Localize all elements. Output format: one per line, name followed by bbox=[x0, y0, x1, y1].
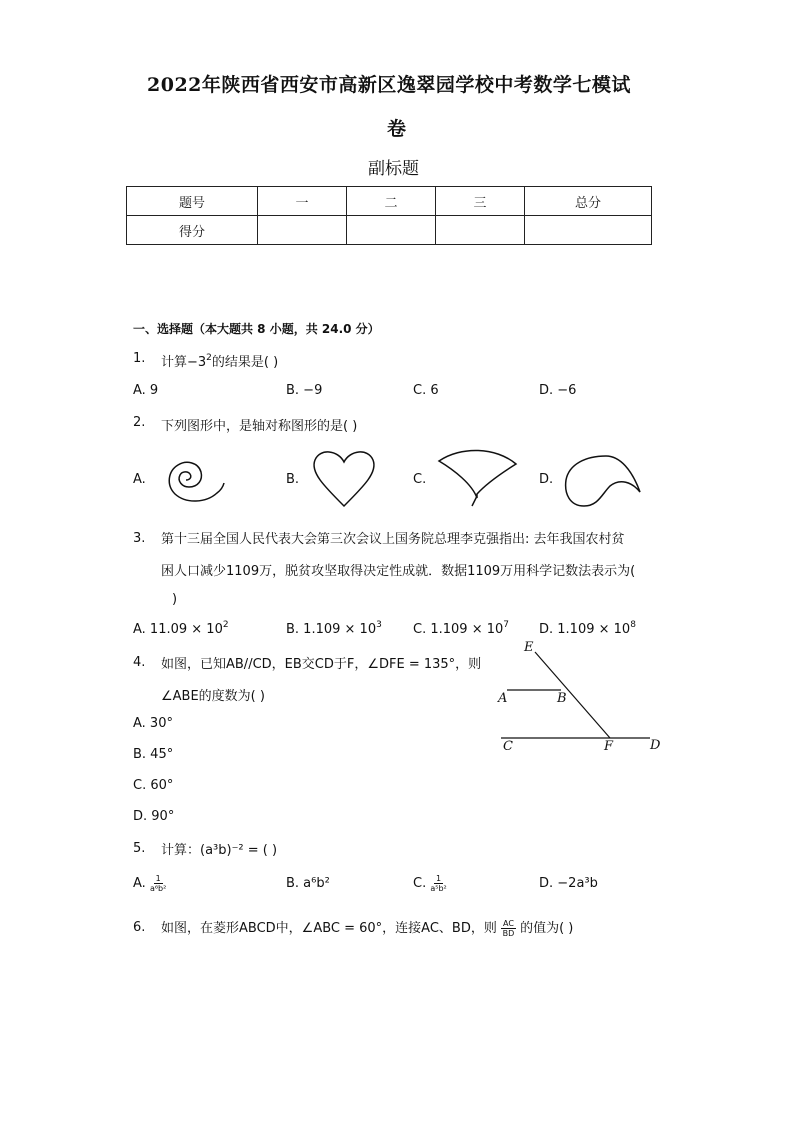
question-4-option-c[interactable]: C. 60° bbox=[133, 778, 174, 793]
question-5-option-c[interactable] bbox=[413, 874, 447, 893]
question-5-option-a[interactable] bbox=[133, 874, 166, 893]
question-1-number: 1. bbox=[133, 351, 146, 366]
fraction-numerator: 1 bbox=[155, 874, 161, 883]
question-5-option-b[interactable]: B. a⁶b² bbox=[286, 876, 330, 891]
question-1-text-pre: 计算−3 bbox=[161, 355, 207, 370]
question-4-line2: ∠ABE的度数为( ) bbox=[161, 689, 265, 704]
fraction-denominator: a⁶b² bbox=[149, 884, 167, 893]
question-2-text: 下列图形中，是轴对称图形的是( ) bbox=[161, 419, 358, 434]
option-label: A. 11.09 × 10 bbox=[133, 622, 223, 637]
figure-label-b: B bbox=[557, 691, 567, 706]
question-6-text-pre: 如图，在菱形ABCD中，∠ABC = 60°，连接AC、BD，则 bbox=[161, 921, 497, 936]
question-1-exponent: 2 bbox=[206, 353, 212, 363]
question-4-option-b[interactable]: B. 45° bbox=[133, 747, 174, 762]
score-cell[interactable] bbox=[436, 216, 525, 245]
option-exponent: 8 bbox=[630, 620, 636, 630]
question-1-option-c[interactable]: C. 6 bbox=[413, 383, 439, 398]
question-1-text bbox=[161, 351, 278, 370]
option-exponent: 7 bbox=[503, 620, 509, 630]
page-subtitle: 副标题 bbox=[368, 159, 419, 179]
score-header-cell: 题号 bbox=[127, 187, 258, 216]
question-3-option-d[interactable] bbox=[539, 622, 636, 637]
question-3-line1: 第十三届全国人民代表大会第三次会议上国务院总理李克强指出: 去年我国农村贫 bbox=[161, 532, 625, 547]
question-2-option-d[interactable]: D. bbox=[539, 472, 554, 487]
question-5-option-d[interactable]: D. −2a³b bbox=[539, 876, 598, 891]
fraction-numerator: 1 bbox=[436, 874, 442, 883]
score-header-cell: 三 bbox=[436, 187, 525, 216]
question-2-option-a[interactable]: A. bbox=[133, 472, 146, 487]
figure-label-c: C bbox=[503, 739, 513, 754]
question-3-line2: 困人口减少1109万，脱贫攻坚取得决定性成就．数据1109万用科学记数法表示为( bbox=[161, 564, 636, 579]
line-ef bbox=[535, 652, 610, 738]
score-cell[interactable] bbox=[347, 216, 436, 245]
question-1-option-d[interactable]: D. −6 bbox=[539, 383, 577, 398]
option-label: A. bbox=[133, 876, 146, 891]
option-exponent: 2 bbox=[222, 620, 229, 630]
question-4-option-a[interactable]: A. 30° bbox=[133, 716, 173, 731]
fraction-denominator: BD bbox=[502, 929, 515, 938]
question-5-number: 5. bbox=[133, 841, 146, 856]
option-exponent: 3 bbox=[376, 620, 382, 630]
question-2-number: 2. bbox=[133, 415, 146, 430]
question-3-option-b[interactable] bbox=[286, 622, 382, 637]
question-6-number: 6. bbox=[133, 920, 146, 935]
fraction-numerator: AC bbox=[503, 919, 514, 928]
option-label: B. 1.109 × 10 bbox=[286, 622, 377, 637]
fraction bbox=[430, 874, 446, 893]
question-3-number: 3. bbox=[133, 531, 146, 546]
section-heading: 一、选择题（本大题共 8 小题，共 24.0 分） bbox=[133, 322, 380, 336]
figure-label-a: A bbox=[498, 691, 508, 706]
question-3-option-c[interactable] bbox=[413, 622, 509, 637]
score-table bbox=[126, 186, 652, 245]
question-4-line1: 如图，已知AB//CD，EB交CD于F，∠DFE = 135°，则 bbox=[161, 657, 482, 672]
question-1-text-post: 的结果是( ) bbox=[211, 355, 279, 370]
fraction bbox=[501, 919, 516, 938]
score-table-header-row bbox=[127, 187, 652, 216]
question-6-text bbox=[161, 917, 573, 938]
question-2-option-b[interactable]: B. bbox=[286, 472, 300, 487]
question-2-option-c[interactable]: C. bbox=[413, 472, 427, 487]
question-3-line3: ) bbox=[172, 592, 178, 607]
score-cell[interactable] bbox=[258, 216, 347, 245]
option-label: C. bbox=[413, 876, 427, 891]
page-title-line2: 卷 bbox=[387, 118, 407, 140]
score-header-cell: 二 bbox=[347, 187, 436, 216]
question-1-option-b[interactable]: B. −9 bbox=[286, 383, 323, 398]
question-6-text-post: 的值为( ) bbox=[520, 921, 574, 936]
score-cell[interactable] bbox=[525, 216, 652, 245]
fraction bbox=[150, 874, 166, 893]
page-title-line1: 2022年陕西省西安市高新区逸翠园学校中考数学七模试 bbox=[147, 74, 631, 96]
fan-figure bbox=[436, 446, 520, 510]
question-5-text: 计算：(a³b)⁻² = ( ) bbox=[161, 843, 278, 858]
score-table-row bbox=[127, 216, 652, 245]
fraction-denominator: a⁵b² bbox=[430, 884, 447, 893]
parallel-lines-figure bbox=[495, 640, 665, 760]
score-header-cell: 一 bbox=[258, 187, 347, 216]
question-4-number: 4. bbox=[133, 655, 146, 670]
score-header-cell: 总分 bbox=[525, 187, 652, 216]
figure-label-f: F bbox=[604, 739, 614, 754]
figure-label-d: D bbox=[650, 738, 661, 753]
question-3-option-a[interactable] bbox=[133, 622, 229, 637]
score-row-label: 得分 bbox=[127, 216, 258, 245]
comma-figure bbox=[560, 448, 645, 512]
option-label: C. 1.109 × 10 bbox=[413, 622, 504, 637]
figure-label-e: E bbox=[524, 640, 534, 655]
option-label: D. 1.109 × 10 bbox=[539, 622, 631, 637]
question-4-option-d[interactable]: D. 90° bbox=[133, 809, 175, 824]
heart-figure bbox=[310, 448, 380, 510]
question-1-option-a[interactable]: A. 9 bbox=[133, 383, 159, 398]
spiral-figure bbox=[150, 447, 230, 512]
